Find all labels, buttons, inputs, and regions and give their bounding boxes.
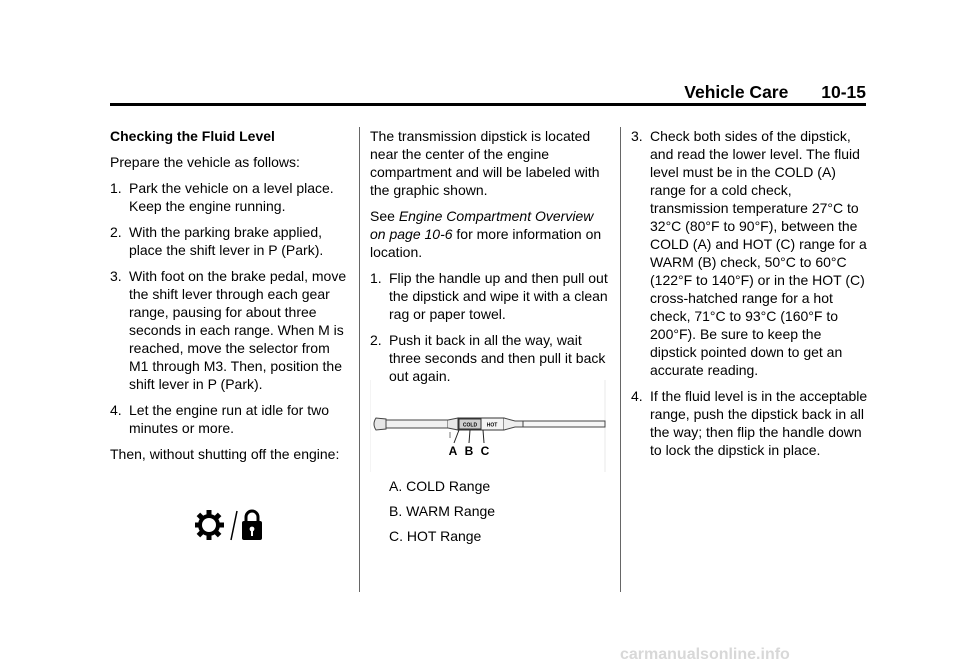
column-divider-1 [359,127,360,592]
list-item [370,331,610,385]
step-number: 2. [370,332,382,348]
step-number: 2. [110,224,122,240]
watermark: carmanualsonline.info [620,646,790,663]
step-text: Let the engine run at idle for two minutes or more. [129,402,330,436]
page-header [110,82,866,104]
legend-item-cold: A. COLD Range [389,478,491,494]
column-1 [110,127,350,471]
page-number: 10-15 [821,82,866,102]
section-title: Vehicle Care [684,82,789,102]
column-divider-2 [620,127,621,592]
column-3 [631,127,871,467]
page-reference-link[interactable]: Engine Compartment Overview on page 10-6 [370,208,594,242]
list-item [110,401,350,437]
step-number: 1. [110,180,122,196]
step-number: 4. [631,388,643,404]
callout-a: A [448,444,458,458]
hot-mark-label: HOT [486,422,498,429]
transmission-gear-lock-icon [195,508,267,549]
callout-b: B [464,444,474,458]
list-item [110,267,350,393]
step-text: Park the vehicle on a level place. Keep the engine running. [129,180,334,214]
step-text: With the parking brake applied, place the shift lever in P (Park). [129,224,324,258]
section-heading: Checking the Fluid Level [110,128,275,144]
cold-mark-label: COLD [462,422,478,429]
legend-item-warm: B. WARM Range [389,503,496,519]
step-text: If the fluid level is in the acceptable range, push the dipstick back in all the way; then flip the handle down to lock the dipstick in place. [650,388,868,458]
list-item [110,223,350,259]
callout-c: C [480,444,490,458]
list-item [631,387,871,459]
see-reference: See Engine Compartment Overview on page 10-6 for more information on location. [370,208,602,260]
step-text: Check both sides of the dipstick, and read the lower level. The fluid level must be in the COLD (A) range for a cold check, transmission temperature 27°C to 32°C (80°F to 90°F), between the COLD (A) and HOT (C) range for a WARM (B) check, 50°C to 60°C (122°F to 140°F) or in the HOT (C) cross-hatched range for a hot check, 71°C to 93°C (160°F to 200°F). Be sure to keep the dipstick pointed down to get an accurate reading. [650,128,867,378]
dipstick-location-text: The transmission dipstick is located near the center of the engine compartment and will be labeled with the graphic shown. [370,128,600,198]
step-text: Push it back in all the way, wait three seconds and then pull it back out again. [389,332,606,384]
intro-text: Prepare the vehicle as follows: [110,154,300,170]
column-2 [370,127,610,393]
step-number: 4. [110,402,122,418]
step-text: With foot on the brake pedal, move the shift lever through each gear range, pausing for about three seconds in each range. When M is reached, move the selector from M1 through M3. Then, position the shift lever in P (Park). [129,268,347,392]
step-number: 1. [370,270,382,286]
step-number: 3. [110,268,122,284]
list-item [110,179,350,215]
step-text: Flip the handle up and then pull out the dipstick and wipe it with a clean rag or paper towel. [389,270,608,322]
outro-text: Then, without shutting off the engine: [110,446,340,462]
list-item [631,127,871,379]
dipstick-diagram [370,380,606,477]
legend-item-hot: C. HOT Range [389,528,482,544]
list-item [370,269,610,323]
header-rule [110,103,866,106]
step-number: 3. [631,128,643,144]
diagram-legend [389,477,495,552]
